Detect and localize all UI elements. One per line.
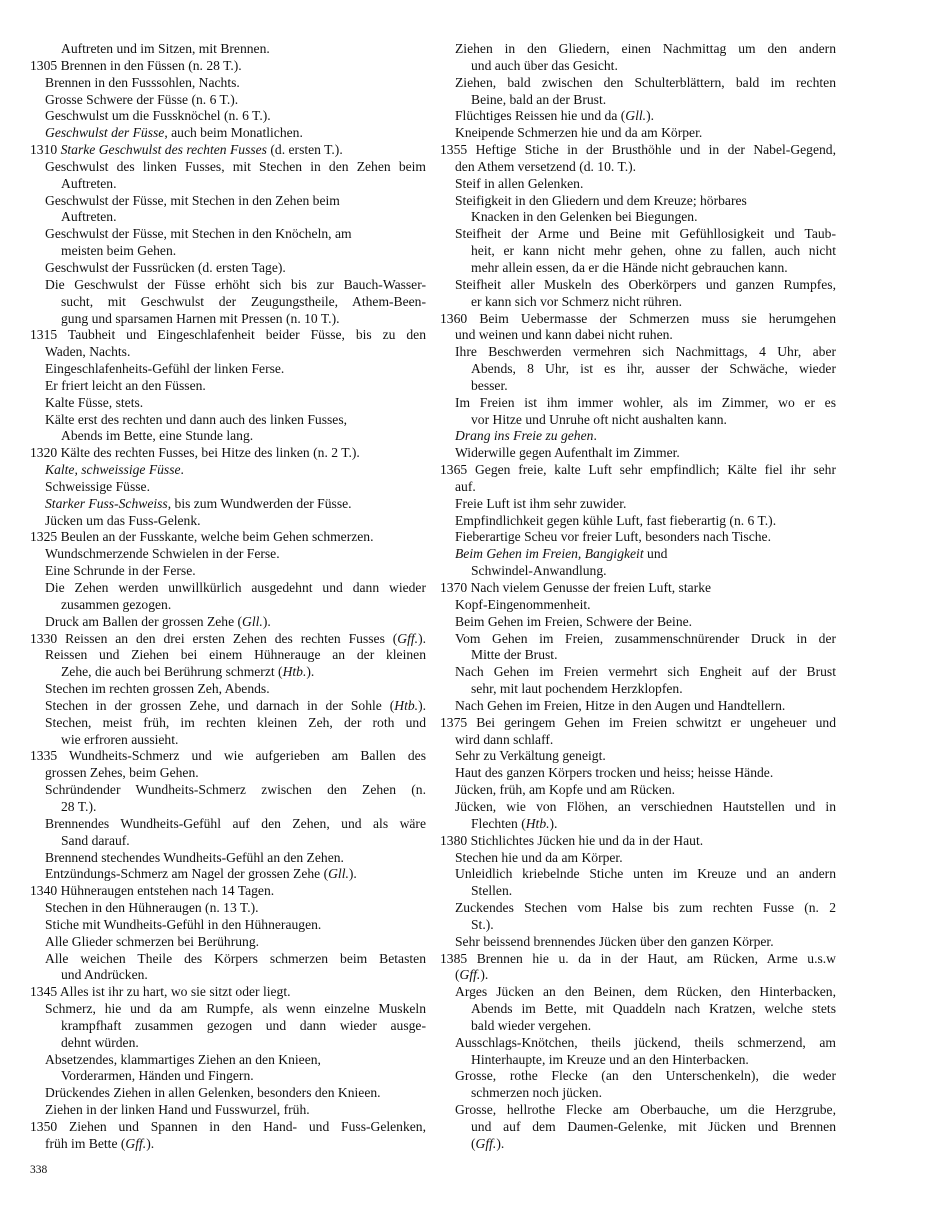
text-line: (Gff.). xyxy=(455,967,489,983)
text-line: Geschwulst der Füsse, mit Stechen in den Knöcheln, am xyxy=(45,226,352,242)
text-line: Abends im Bette, eine Stunde lang. xyxy=(61,428,254,444)
text-line: Stellen. xyxy=(471,883,513,899)
text-line: 1365 Gegen freie, kalte Luft sehr empfindlich; Kälte fiel ihr sehr xyxy=(440,462,836,478)
text-line: Drückendes Ziehen in allen Gelenken, besonders den Knieen. xyxy=(45,1085,381,1101)
text-line: Widerwille gegen Aufenthalt im Zimmer. xyxy=(455,445,680,461)
text-line: 1325 Beulen an der Fusskante, welche beim Gehen schmerzen. xyxy=(30,529,374,545)
text-line: Jücken um das Fuss-Gelenk. xyxy=(45,512,201,528)
text-line: sucht, mit Geschwulst der Zeugungstheile, Athem-Been- xyxy=(61,293,426,309)
text-line: 1345 Alles ist ihr zu hart, wo sie sitzt oder liegt. xyxy=(30,984,291,1000)
text-line: Stechen im rechten grossen Zeh, Abends. xyxy=(45,681,270,697)
text-line: wird dann schlaff. xyxy=(455,731,554,747)
text-line: sehr, mit laut pochendem Herzklopfen. xyxy=(471,681,683,697)
text-line: er kann sich vor Schmerz nicht rühren. xyxy=(471,293,683,309)
text-line: 1315 Taubheit und Eingeschlafenheit beider Füsse, bis zu den xyxy=(30,327,426,343)
text-line: Entzündungs-Schmerz am Nagel der grossen Zehe (Gll.). xyxy=(45,866,357,882)
text-line: Grosse, hellrothe Flecke am Oberbauche, um die Herzgrube, xyxy=(455,1102,836,1118)
text-line: Ihre Beschwerden vermehren sich Nachmittags, 4 Uhr, aber xyxy=(455,344,836,360)
page-number: 338 xyxy=(30,1164,48,1176)
text-line: Nach Gehen im Freien, Hitze in den Augen und Handtellern. xyxy=(455,697,786,713)
text-line: zusammen gezogen. xyxy=(61,596,172,612)
text-line: Ziehen in der linken Hand und Fusswurzel, früh. xyxy=(45,1102,310,1118)
text-line: Sand darauf. xyxy=(61,832,130,848)
text-line: Flüchtiges Reissen hie und da (Gll.). xyxy=(455,108,654,124)
text-line: Nach Gehen im Freien vermehrt sich Engheit auf der Brust xyxy=(455,664,836,680)
text-line: Stiche mit Wundheits-Gefühl in den Hühneraugen. xyxy=(45,916,322,932)
text-line: 1375 Bei geringem Gehen im Freien schwitzt er ungeheuer und xyxy=(440,714,836,730)
text-line: den Athem versetzend (d. 10. T.). xyxy=(455,158,637,174)
text-line: Empfindlichkeit gegen kühle Luft, fast fieberartig (n. 6 T.). xyxy=(455,512,777,528)
text-line: Freie Luft ist ihm sehr zuwider. xyxy=(455,495,627,511)
text-line: Geschwulst der Füsse, auch beim Monatlichen. xyxy=(45,125,303,141)
text-line: Steifigkeit in den Gliedern und dem Kreuze; hörbares xyxy=(455,192,747,208)
text-line: Mitte der Brust. xyxy=(471,647,558,663)
left-column xyxy=(30,41,426,1153)
text-line: Jücken, früh, am Kopfe und am Rücken. xyxy=(455,782,676,798)
text-line: schmerzen noch jücken. xyxy=(471,1085,602,1101)
text-line: Schründender Wundheits-Schmerz zwischen den Zehen (n. xyxy=(45,782,426,798)
text-line: Abends, 8 Uhr, ist es ihr, ausser der Schwäche, wieder xyxy=(471,361,836,377)
text-line: Geschwulst der Fussrücken (d. ersten Tage). xyxy=(45,259,286,275)
text-line: Zuckendes Stechen vom Halse bis zum rechten Fusse (n. 2 xyxy=(455,900,836,916)
text-line: Steif in allen Gelenken. xyxy=(455,175,584,191)
text-line: 28 T.). xyxy=(61,798,97,814)
text-line: 1380 Stichlichtes Jücken hie und da in der Haut. xyxy=(440,832,704,848)
text-line: und auf dem Daumen-Gelenke, mit Jücken und Brennen xyxy=(471,1119,836,1134)
text-line: Kneipende Schmerzen hie und da am Körper. xyxy=(455,125,703,141)
text-line: Eine Schrunde in der Ferse. xyxy=(45,563,196,579)
text-line: Flechten (Htb.). xyxy=(471,815,558,831)
text-line: Die Geschwulst der Füsse erhöht sich bis zur Bauch-Wasser- xyxy=(45,276,426,292)
text-line: Unleidlich kriebelnde Stiche unten im Kreuze und an andern xyxy=(455,866,836,882)
text-line: dehnt würden. xyxy=(61,1034,139,1050)
text-line: Ziehen, bald zwischen den Schulterblättern, bald im rechten xyxy=(455,74,836,90)
text-line: Geschwulst der Füsse, mit Stechen in den Zehen beim xyxy=(45,192,340,208)
text-line: Alle Glieder schmerzen bei Berührung. xyxy=(45,933,260,949)
text-line: 1360 Beim Uebermasse der Schmerzen muss sie herumgehen xyxy=(440,310,836,326)
text-line: Kalte Füsse, stets. xyxy=(45,394,144,410)
text-line: Jücken, wie von Flöhen, an verschiednen Hautstellen und in xyxy=(455,798,836,814)
text-line: 1355 Heftige Stiche in der Brusthöhle und in der Nabel-Gegend, xyxy=(440,142,836,158)
text-line: Starker Fuss-Schweiss, bis zum Wundwerden der Füsse. xyxy=(45,495,352,511)
text-line: Stechen in den Hühneraugen (n. 13 T.). xyxy=(45,900,259,916)
text-line: mehr allein essen, da er die Hände nicht gebrauchen kann. xyxy=(471,259,788,275)
text-line: wie erfroren aussieht. xyxy=(61,731,179,747)
text-line: Auftreten. xyxy=(61,209,117,225)
text-line: Haut des ganzen Körpers trocken und heiss; heisse Hände. xyxy=(455,765,774,781)
text-line: Fieberartige Scheu vor freier Luft, besonders nach Tische. xyxy=(455,529,771,545)
text-line: besser. xyxy=(471,377,508,393)
text-line: Kopf-Eingenommenheit. xyxy=(455,596,591,612)
text-line: 1305 Brennen in den Füssen (n. 28 T.). xyxy=(30,57,242,73)
text-line: Brennen in den Fusssohlen, Nachts. xyxy=(45,74,240,90)
text-line: Grosse, rothe Flecke (an den Unterschenkeln), die weder xyxy=(455,1068,836,1084)
text-line: 1350 Ziehen und Spannen in den Hand- und Fuss-Gelenken, xyxy=(30,1119,426,1134)
text-line: Sehr zu Verkältung geneigt. xyxy=(455,748,606,764)
text-line: Schweissige Füsse. xyxy=(45,478,150,494)
text-line: bald wieder vergehen. xyxy=(471,1017,592,1033)
text-line: krampfhaft zusammen gezogen und dann wieder ausge- xyxy=(61,1017,426,1033)
text-line: Auftreten und im Sitzen, mit Brennen. xyxy=(61,41,270,56)
text-line: Arges Jücken an den Beinen, dem Rücken, den Hinterbacken, xyxy=(455,984,836,1000)
text-line: Schwindel-Anwandlung. xyxy=(471,563,607,579)
text-line: Im Freien ist ihm immer wohler, als im Zimmer, wo er es xyxy=(455,394,836,410)
text-line: 1320 Kälte des rechten Fusses, bei Hitze des linken (n. 2 T.). xyxy=(30,445,360,461)
text-line: Zehe, die auch bei Berührung schmerzt (Htb.). xyxy=(61,664,315,680)
text-line: grossen Zehes, beim Gehen. xyxy=(45,765,199,781)
text-line: Waden, Nachts. xyxy=(45,344,131,360)
text-line: Ziehen in den Gliedern, einen Nachmittag um den andern xyxy=(455,41,836,56)
text-line: Grosse Schwere der Füsse (n. 6 T.). xyxy=(45,91,239,107)
text-line: Druck am Ballen der grossen Zehe (Gll.). xyxy=(45,613,271,629)
text-line: Steifheit der Arme und Beine mit Gefühllosigkeit und Taub- xyxy=(455,226,836,242)
text-line: auf. xyxy=(455,478,476,494)
text-line: und weinen und kann dabei nicht ruhen. xyxy=(455,327,673,343)
text-line: Absetzendes, klammartiges Ziehen an den Knieen, xyxy=(45,1051,321,1067)
text-line: (Gff.). xyxy=(471,1135,505,1151)
text-line: Ausschlags-Knötchen, theils jückend, theils schmerzend, am xyxy=(455,1034,836,1050)
text-line: Wundschmerzende Schwielen in der Ferse. xyxy=(45,546,280,562)
text-line: Beim Gehen im Freien, Schwere der Beine. xyxy=(455,613,693,629)
text-line: Er friert leicht an den Füssen. xyxy=(45,377,206,393)
text-line: Brennendes Wundheits-Gefühl auf den Zehen, und als wäre xyxy=(45,815,426,831)
text-line: und auch über das Gesicht. xyxy=(471,57,618,73)
text-line: Beim Gehen im Freien, Bangigkeit und xyxy=(455,546,668,562)
text-line: Eingeschlafenheits-Gefühl der linken Ferse. xyxy=(45,361,285,377)
text-line: vor Hitze und Unruhe oft nicht aushalten kann. xyxy=(471,411,727,427)
text-line: Hinterhaupte, im Kreuze und an den Hinterbacken. xyxy=(471,1051,749,1067)
text-line: Die Zehen werden unwillkürlich ausgedehnt und dann wieder xyxy=(45,580,426,595)
text-line: früh im Bette (Gff.). xyxy=(45,1135,155,1151)
text-line: Sehr beissend brennendes Jücken über den ganzen Körper. xyxy=(455,933,774,949)
text-line: 1340 Hühneraugen entstehen nach 14 Tagen. xyxy=(30,883,275,899)
right-column xyxy=(440,41,836,1153)
text-line: Kälte erst des rechten und dann auch des linken Fusses, xyxy=(45,411,348,427)
text-line: 1385 Brennen hie u. da in der Haut, am Rücken, Arme u.s.w xyxy=(440,950,836,966)
text-line: Schmerz, hie und da am Rumpfe, als wenn einzelne Muskeln xyxy=(45,1001,426,1017)
text-line: Vorderarmen, Händen und Fingern. xyxy=(61,1068,254,1084)
text-line: Reissen und Ziehen bei einem Hühnerauge an der kleinen xyxy=(45,647,426,663)
text-line: Stechen hie und da am Körper. xyxy=(455,849,623,865)
text-line: Abends im Bette, mit Quaddeln nach Kratzen, welche stets xyxy=(471,1001,836,1017)
text-line: 1335 Wundheits-Schmerz und wie aufgerieben am Ballen des xyxy=(30,748,426,764)
text-line: und Andrücken. xyxy=(61,967,148,983)
text-line: Steifheit aller Muskeln des Oberkörpers und ganzen Rumpfes, xyxy=(455,276,836,292)
text-line: Knacken in den Gelenken bei Biegungen. xyxy=(471,209,698,225)
text-line: Beine, bald an der Brust. xyxy=(471,91,607,107)
text-line: Alle weichen Theile des Körpers schmerzen beim Betasten xyxy=(45,950,426,966)
text-line: Brennend stechendes Wundheits-Gefühl an den Zehen. xyxy=(45,849,344,865)
text-line: Stechen in der grossen Zehe, und darnach in der Sohle (Htb.). xyxy=(45,697,426,713)
text-line: St.). xyxy=(471,916,494,932)
text-line: meisten beim Gehen. xyxy=(61,243,177,259)
text-line: 1310 Starke Geschwulst des rechten Fusses (d. ersten T.). xyxy=(30,142,343,158)
text-line: heit, er kann nicht mehr gehen, ohne zu fallen, auch nicht xyxy=(471,243,836,259)
text-line: Geschwulst um die Fussknöchel (n. 6 T.). xyxy=(45,108,271,124)
text-line: Stechen, meist früh, im rechten kleinen Zeh, der roth und xyxy=(45,714,426,730)
text-line: 1370 Nach vielem Genusse der freien Luft, starke xyxy=(440,580,712,595)
text-line: Geschwulst des linken Fusses, mit Stechen in den Zehen beim xyxy=(45,158,426,174)
text-line: Auftreten. xyxy=(61,175,117,191)
text-line: Vom Gehen im Freien, zusammenschnürender Druck in der xyxy=(455,630,836,646)
text-line: 1330 Reissen an den drei ersten Zehen des rechten Fusses (Gff.). xyxy=(30,630,426,646)
text-line: Drang ins Freie zu gehen. xyxy=(455,428,597,444)
text-line: Kalte, schweissige Füsse. xyxy=(45,462,184,478)
text-line: gung und sparsamen Harnen mit Pressen (n. 10 T.). xyxy=(61,310,340,326)
